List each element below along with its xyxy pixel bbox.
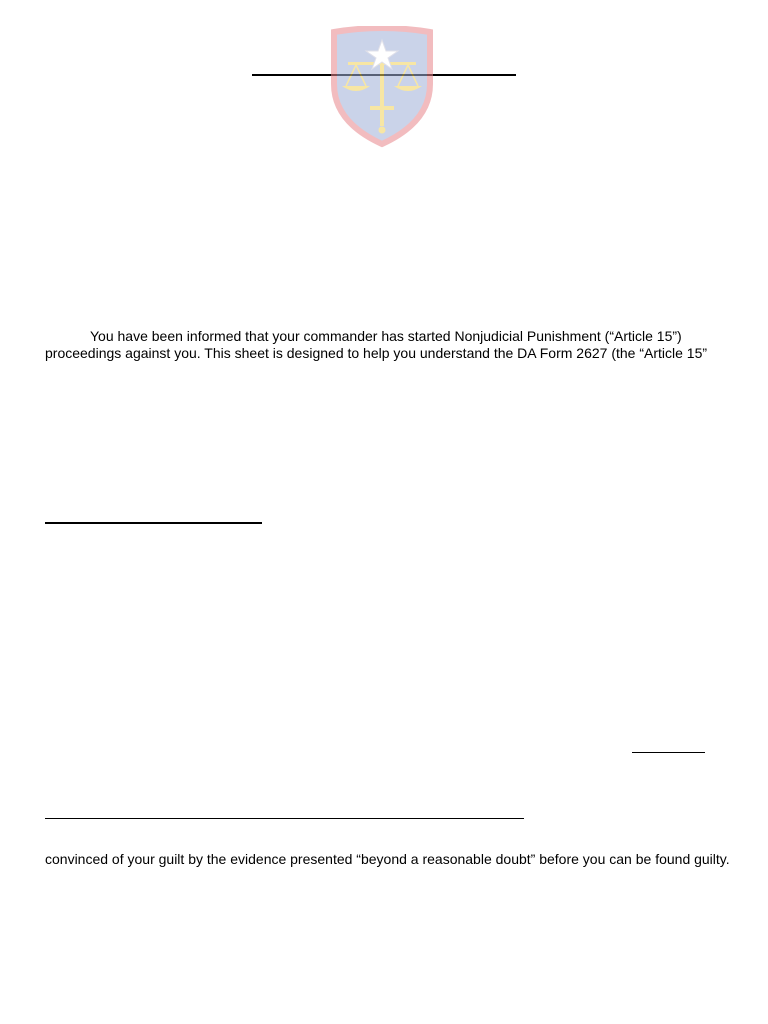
intro-paragraph-line-2: proceedings against you. This sheet is designed to help you understand the DA Form 2627 (the “Article 15” bbox=[45, 345, 708, 361]
short-underline bbox=[632, 752, 705, 753]
heading-underline bbox=[45, 818, 524, 819]
intro-paragraph-line-1: You have been informed that your commander has started Nonjudicial Punishment (“Article 15”) bbox=[90, 328, 682, 344]
section-heading-underline bbox=[45, 522, 262, 524]
scales-of-justice-shield-icon bbox=[330, 26, 434, 148]
burden-of-proof-line: convinced of your guilt by the evidence presented “beyond a reasonable doubt” before you can be found guilty. bbox=[45, 851, 730, 867]
